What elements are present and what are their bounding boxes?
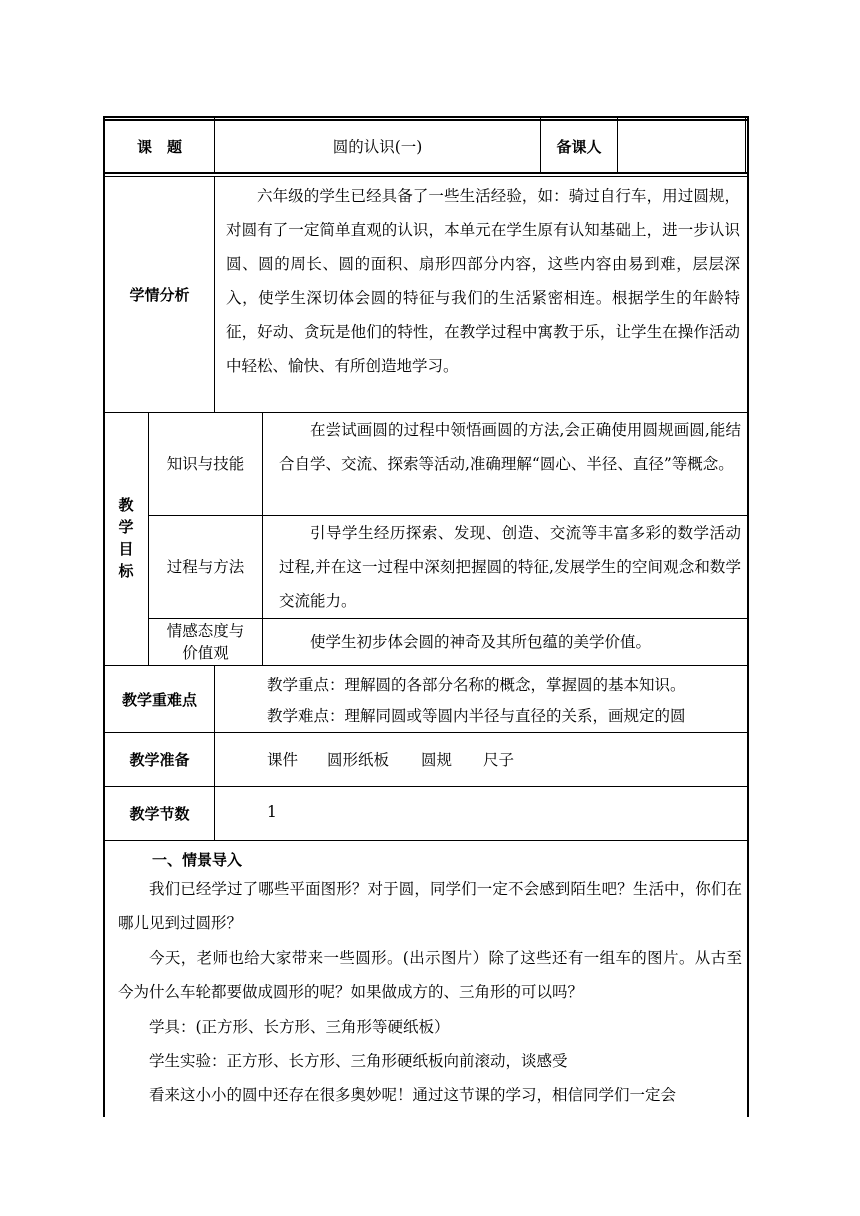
section-title: 一、情景导入 (152, 851, 243, 869)
goals-label-char: 学 (118, 518, 134, 536)
col-divider (214, 176, 215, 412)
goals-label-char: 教 (118, 496, 134, 514)
periods-label: 教学节数 (129, 805, 190, 823)
process-paragraph: 今天，老师也给大家带来一些圆形。(出示图片）除了这些还有一组车的图片。从古至今为什么车轮都要做成圆形的呢？如果做成方的、三角形的可以吗？ (118, 949, 742, 1001)
topic-label: 课 题 (136, 138, 182, 156)
process-paragraph: 学具：(正方形、长方形、三角形等硬纸板） (149, 1018, 450, 1036)
preparation-item: 圆形纸板 (327, 751, 390, 769)
goal-name-process: 过程与方法 (166, 558, 245, 576)
periods-value: 1 (267, 803, 277, 821)
process-paragraph: 学生实验：正方形、长方形、三角形硬纸板向前滚动，谈感受 (149, 1052, 568, 1070)
goal-name-attitude-line: 价值观 (182, 644, 229, 662)
col-divider (262, 412, 263, 665)
key-points-label: 教学重难点 (121, 690, 197, 709)
preparation-item: 课件 (267, 751, 299, 769)
difficult-points-line: 教学难点：理解同圆或等圆内半径与直径的关系，画规定的圆 (267, 707, 686, 725)
goal-name-attitude (149, 619, 262, 665)
row-divider (103, 840, 749, 841)
key-points-line: 教学重点：理解圆的各部分名称的概念，掌握圆的基本知识。 (267, 676, 686, 694)
goal-name-attitude-line: 情感态度与 (166, 622, 245, 640)
goals-label-char: 目 (118, 540, 134, 558)
preparer-value (618, 121, 745, 172)
analysis-text: 六年级的学生已经具备了一些生活经验，如：骑过自行车，用过圆规，对圆有了一定简单直观的认识，本单元在学生原有认知基础上，进一步认识圆、圆的周长、圆的面积、扇形四部分内容，这些内容由易到难，层层深入，使学生深切体会圆的特征与我们的生活紧密相连。根据学生的年龄特征，好动、贪玩是他们的特性，在教学过程中寓教于乐，让学生在操作活动中轻松、愉快、有所创造地学习。 (226, 187, 740, 375)
topic-value: 圆的认识(一) (332, 137, 423, 156)
preparer-label: 备课人 (556, 138, 602, 156)
process-paragraph: 我们已经学过了哪些平面图形？对于圆，同学们一定不会感到陌生吧？生活中，你们在哪儿见到过圆形？ (118, 880, 742, 932)
analysis-label: 学情分析 (129, 286, 190, 304)
preparation-item: 圆规 (421, 751, 453, 769)
goals-label-char: 标 (118, 562, 134, 580)
goal-text-knowledge: 在尝试画圆的过程中领悟画圆的方法,会正确使用圆规画圆,能结合自学、交流、探索等活动,准确理解“圆心、半径、直径”等概念。 (279, 421, 741, 473)
goal-text-process: 引导学生经历探索、发现、创造、交流等丰富多彩的数学活动过程,并在这一过程中深刻把握圆的特征,发展学生的空间观念和数学交流能力。 (279, 524, 741, 610)
goals-label (116, 494, 136, 582)
col-divider (745, 117, 746, 173)
process-paragraph: 看来这小小的圆中还存在很多奥妙呢！通过这节课的学习，相信同学们一定会 (149, 1086, 677, 1104)
goal-name-knowledge: 知识与技能 (166, 455, 245, 473)
row-divider (103, 172, 749, 174)
goal-text-attitude: 使学生初步体会圆的神奇及其所包蕴的美学价值。 (310, 633, 652, 651)
col-divider (214, 665, 215, 840)
preparation-label: 教学准备 (129, 751, 190, 769)
preparation-item: 尺子 (483, 751, 515, 769)
